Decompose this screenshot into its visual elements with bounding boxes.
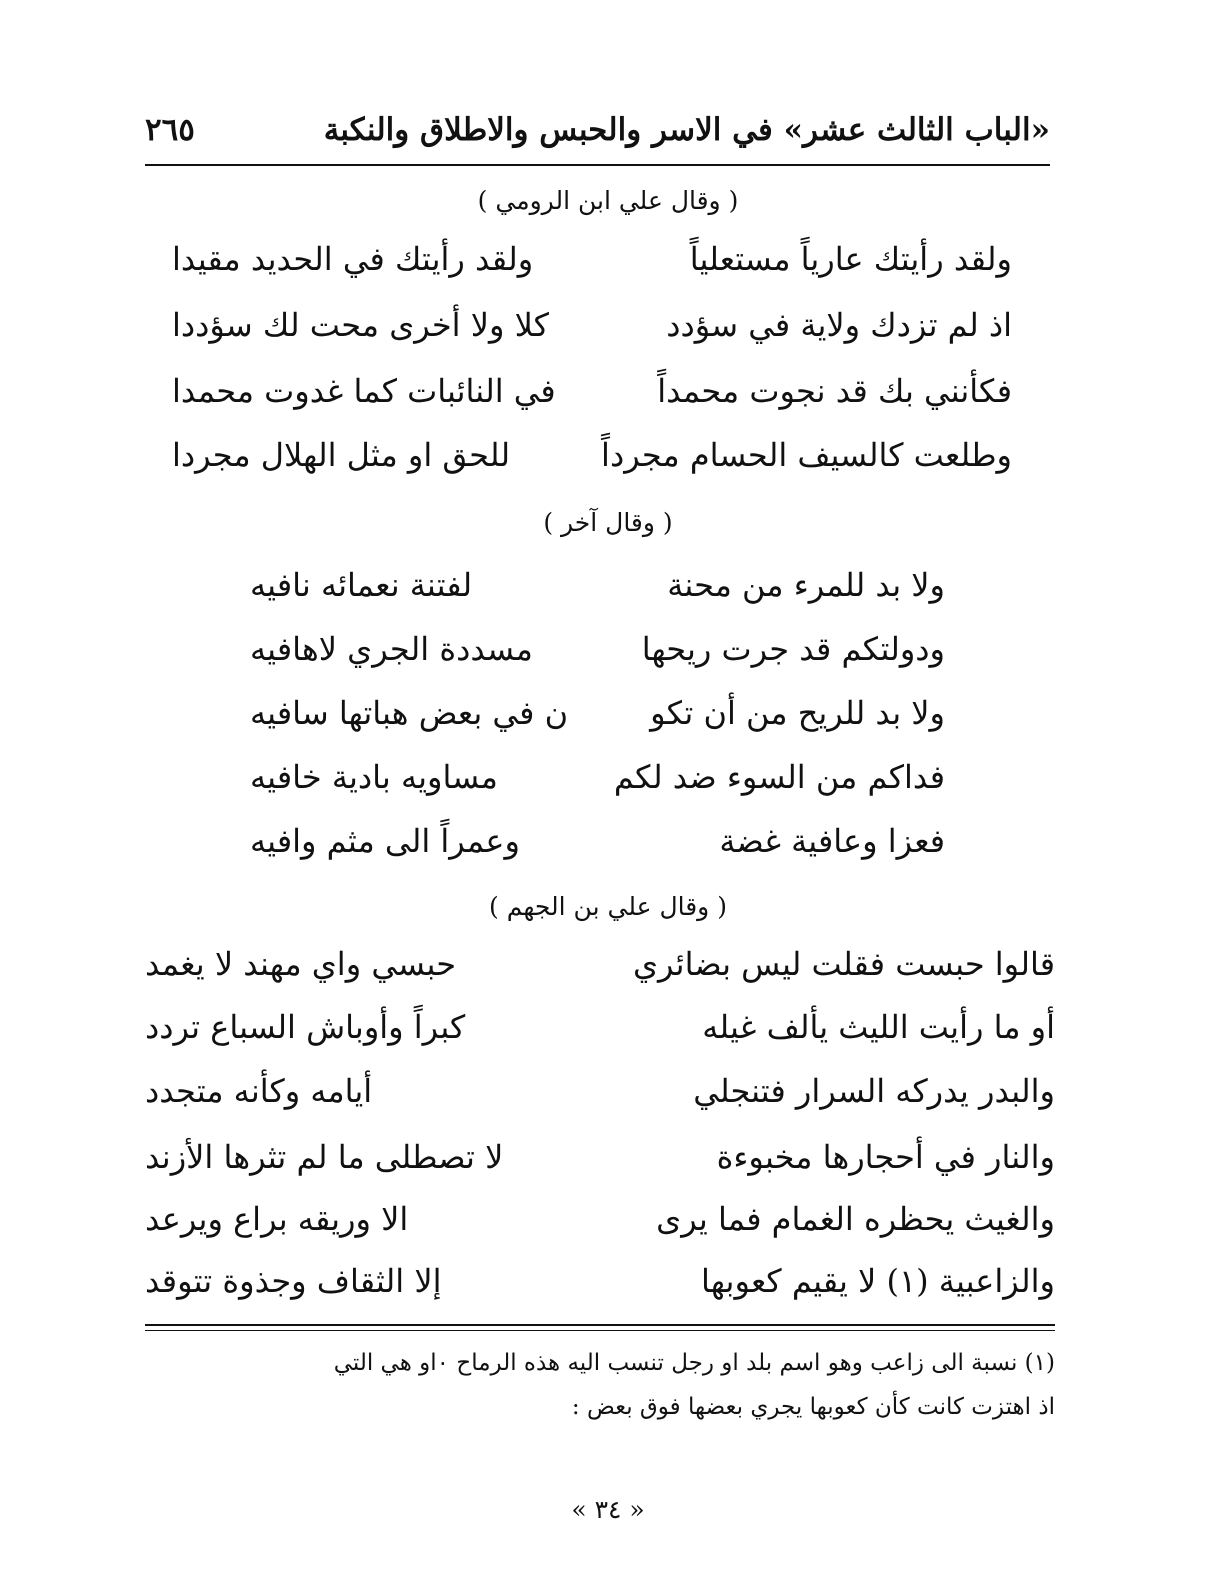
verse-second-hemistich: كبراً وأوباش السباع تردد: [145, 1008, 466, 1046]
verse-second-hemistich: مساويه بادية خافيه: [250, 758, 498, 796]
verse-line: [172, 372, 1012, 410]
verse-line: [250, 566, 945, 604]
verse-second-hemistich: أيامه وكأنه متجدد: [145, 1072, 373, 1110]
footnote-rule: [145, 1324, 1055, 1326]
poem-heading: ( وقال علي ابن الرومي ): [477, 186, 739, 215]
verse-second-hemistich: حبسي واي مهند لا يغمد: [145, 945, 456, 983]
verse-first-hemistich: والزاعبية (١) لا يقيم كعوبها: [701, 1262, 1055, 1300]
verse-second-hemistich: للحق او مثل الهلال مجردا: [172, 436, 511, 474]
footnote-line: (١) نسبة الى زاعب وهو اسم بلد او رجل تنسب اليه هذه الرماح ٠او هي التي: [333, 1350, 1055, 1376]
verse-line: [172, 436, 1012, 474]
verse-first-hemistich: والنار في أحجارها مخبوءة: [716, 1138, 1055, 1176]
verse-second-hemistich: لفتنة نعمائه نافيه: [250, 566, 473, 604]
page-marker: « ٣٤ »: [571, 1495, 645, 1524]
verse-first-hemistich: فعزا وعافية غضة: [719, 822, 945, 860]
poem-heading: ( وقال علي بن الجهم ): [489, 892, 727, 921]
verse-line: [250, 822, 945, 860]
verse-second-hemistich: ولقد رأيتك في الحديد مقيدا: [172, 240, 534, 278]
verse-first-hemistich: ولقد رأيتك عارياً مستعلياً: [689, 240, 1012, 278]
verse-line: [172, 240, 1012, 278]
verse-second-hemistich: مسددة الجري لاهافيه: [250, 630, 533, 668]
verse-first-hemistich: وطلعت كالسيف الحسام مجرداً: [601, 436, 1012, 474]
header-rule: [145, 164, 1050, 166]
verse-first-hemistich: والبدر يدركه السرار فتنجلي: [693, 1072, 1055, 1110]
page-number: ٢٦٥: [145, 112, 195, 148]
running-header: [145, 100, 1050, 160]
verse-line: [145, 1200, 1055, 1238]
verse-line: [250, 758, 945, 796]
footnote-line: اذ اهتزت كانت كأن كعوبها يجري بعضها فوق بعض :: [571, 1394, 1055, 1420]
verse-second-hemistich: إلا الثقاف وجذوة تتوقد: [145, 1262, 442, 1300]
verse-first-hemistich: فكأنني بك قد نجوت محمداً: [657, 372, 1012, 410]
footnote-rule-thin: [145, 1330, 1055, 1331]
verse-line: [250, 694, 945, 732]
verse-first-hemistich: أو ما رأيت الليث يألف غيله: [702, 1008, 1055, 1046]
verse-second-hemistich: لا تصطلى ما لم تثرها الأزند: [145, 1138, 504, 1176]
poem-heading: ( وقال آخر ): [543, 508, 673, 537]
verse-first-hemistich: ولا بد للريح من أن تكو: [650, 694, 945, 732]
verse-line: [172, 306, 1012, 344]
verse-line: [145, 1262, 1055, 1300]
verse-line: [145, 1008, 1055, 1046]
verse-first-hemistich: ودولتكم قد جرت ريحها: [641, 630, 945, 668]
verse-second-hemistich: وعمراً الى مثم وافيه: [250, 822, 520, 860]
verse-second-hemistich: ن في بعض هباتها سافيه: [250, 694, 569, 732]
verse-first-hemistich: اذ لم تزدك ولاية في سؤدد: [666, 306, 1012, 344]
verse-line: [250, 630, 945, 668]
verse-line: [145, 1138, 1055, 1176]
verse-second-hemistich: الا وريقه براع ويرعد: [145, 1200, 409, 1238]
verse-first-hemistich: فداكم من السوء ضد لكم: [613, 758, 945, 796]
verse-first-hemistich: والغيث يحظره الغمام فما يرى: [656, 1200, 1055, 1238]
verse-second-hemistich: في النائبات كما غدوت محمدا: [172, 372, 556, 410]
chapter-title: «الباب الثالث عشر» في الاسر والحبس والاطلاق والنكبة: [323, 112, 1050, 148]
verse-line: [145, 945, 1055, 983]
verse-second-hemistich: كلا ولا أخرى محت لك سؤددا: [172, 306, 549, 344]
verse-first-hemistich: قالوا حبست فقلت ليس بضائري: [632, 945, 1055, 983]
verse-line: [145, 1072, 1055, 1110]
verse-first-hemistich: ولا بد للمرء من محنة: [667, 566, 945, 604]
